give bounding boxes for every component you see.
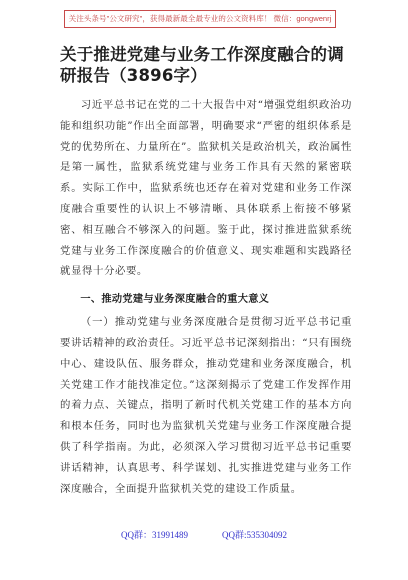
footer-qq-group-1: QQ群：31991489	[121, 530, 188, 540]
footer-contact	[0, 529, 408, 541]
footer-qq-group-2: QQ群:535304092	[222, 530, 287, 540]
section-heading: 一、推动党建与业务深度融合的重大意义	[80, 294, 270, 306]
section-paragraph: （一）推动党建与业务深度融合是贯彻习近平总书记重要讲话精神的政治责任。习近平总书记深刻指出：“只有围绕中心、建设队伍、服务群众，推动党建和业务深度融合，机关党建工作才能找准定位。”这深刻揭示了党建工作发挥作用的着力点、关键点，指明了新时代机关党建工作的基本方向和根本任务，同时也为监狱机关党建与业务工作深度融合提供了科学指南。为此，必须深入学习贯彻习近平总书记重要讲话精神，认真思考、科学谋划、扎实推进党建与业务工作深度融合，全面提升监狱机关党的建设工作质量。	[60, 316, 352, 495]
intro-paragraph: 习近平总书记在党的二十大报告中对“增强党组织政治功能和组织功能”作出全面部署，明确要求“严密的组织体系是党的优势所在、力量所在”。监狱机关是政治机关，政治属性是第一属性，监狱系统党建与业务工作具有天然的紧密联系。实际工作中，监狱系统也还存在着对党建和业务工作深度融合重要性的认识上不够清晰、具体联系上衔接不够紧密、相互融合不够深入的问题。鉴于此，探讨推进监狱系统党建与业务工作深度融合的价值意义、现实难题和实践路径就显得十分必要。	[60, 99, 352, 278]
promo-banner: 关注头条号"公文研究"，获得最新最全最专业的公文资料库！ 微信：gongwenrj	[64, 10, 336, 28]
document-body	[60, 44, 352, 499]
document-title: 关于推进党建与业务工作深度融合的调研报告（3896字）	[60, 45, 344, 85]
